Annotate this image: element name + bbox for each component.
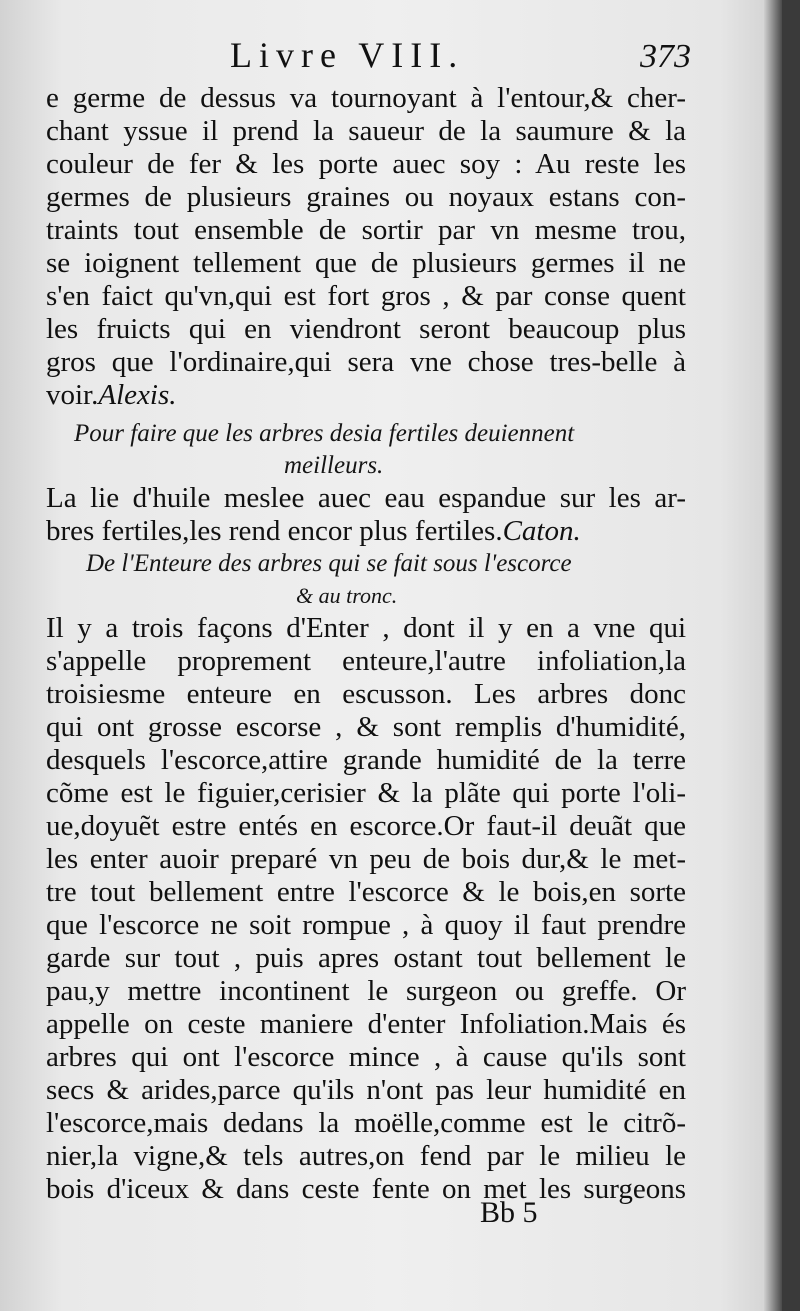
page-body [46, 82, 686, 1206]
section-heading-continued: meilleurs. [284, 452, 384, 479]
text-line: se ioignent tellement que de plusieurs germes il ne [46, 247, 686, 279]
text-line: desquels l'escorce,attire grande humidité de la terre [46, 744, 686, 776]
text-line: troisiesme enteure en escusson. Les arbres donc [46, 678, 686, 710]
source-citation: Alexis. [98, 379, 177, 411]
text-line: chant yssue il prend la saueur de la saumure & la [46, 115, 686, 147]
text-line: tre tout bellement entre l'escorce & le bois,en sorte [46, 876, 686, 908]
text-line: appelle on ceste maniere d'enter Infoliation.Mais és [46, 1008, 686, 1040]
text-line: l'escorce,mais dedans la moëlle,comme est le citrõ- [46, 1107, 686, 1139]
text-line: les fruicts qui en viendront seront beaucoup plus [46, 313, 686, 345]
text-line: La lie d'huile meslee auec eau espandue sur les ar- [46, 482, 686, 514]
text-line: cõme est le figuier,cerisier & la plãte qui porte l'oli- [46, 777, 686, 809]
paragraph-1 [46, 82, 686, 379]
text-line: germes de plusieurs graines ou noyaux estans con- [46, 181, 686, 213]
text-line: bres fertiles,les rend encor plus fertiles.Caton. [46, 515, 581, 547]
signature-mark: Bb 5 [480, 1196, 538, 1229]
text-line: voir.Alexis. [46, 379, 177, 411]
text-line: qui ont grosse escorse , & sont remplis d'humidité, [46, 711, 686, 743]
text-line: bois d'iceux & dans ceste fente on met les surgeons [46, 1173, 686, 1205]
running-head: Livre VIII. [230, 35, 465, 75]
text-line: secs & arides,parce qu'ils n'ont pas leur humidité en [46, 1074, 686, 1106]
source-citation: Caton. [502, 515, 581, 547]
section-heading: De l'Enteure des arbres qui se fait sous l'escorce [86, 550, 572, 577]
text-line: Il y a trois façons d'Enter , dont il y en a vne qui [46, 612, 686, 644]
page-edge-shadow [764, 0, 782, 1311]
paragraph-3 [46, 612, 686, 1206]
section-heading: Pour faire que les arbres desia fertiles deuiennent [74, 420, 575, 447]
text-line: gros que l'ordinaire,qui sera vne chose tres-belle à [46, 346, 686, 378]
text-line: garde sur tout , puis apres ostant tout bellement le [46, 942, 686, 974]
text-line: couleur de fer & les porte auec soy : Au reste les [46, 148, 686, 180]
text-line: arbres qui ont l'escorce mince , à cause qu'ils sont [46, 1041, 686, 1073]
text-line: ue,doyuẽt estre entés en escorce.Or faut-il deuãt que [46, 810, 686, 842]
text-line: s'appelle proprement enteure,l'autre infoliation,la [46, 645, 686, 677]
text-line: que l'escorce ne soit rompue , à quoy il faut prendre [46, 909, 686, 941]
text-line: e germe de dessus va tournoyant à l'entour,& cher- [46, 82, 686, 114]
text-line: traints tout ensemble de sortir par vn mesme trou, [46, 214, 686, 246]
page-header [0, 34, 782, 84]
page-number: 373 [640, 38, 691, 75]
section-heading-continued: & au tronc. [296, 583, 398, 608]
text-line: les enter auoir preparé vn peu de bois dur,& le met- [46, 843, 686, 875]
text-line: nier,la vigne,& tels autres,on fend par le milieu le [46, 1140, 686, 1172]
paragraph-2 [46, 482, 686, 515]
text-line: pau,y mettre incontinent le surgeon ou greffe. Or [46, 975, 686, 1007]
text-line: s'en faict qu'vn,qui est fort gros , & par conse quent [46, 280, 686, 312]
